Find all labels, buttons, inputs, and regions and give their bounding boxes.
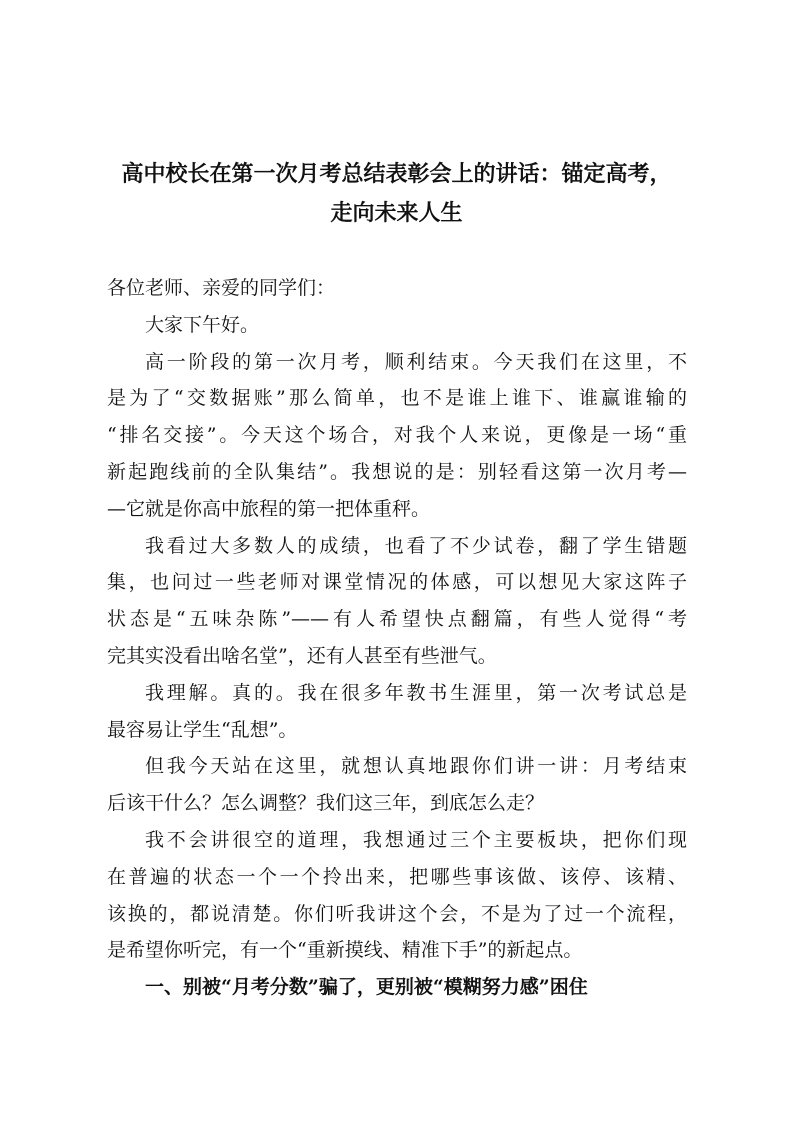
text-line: 但我今天站在这里，就想认真地跟你们讲一讲：月考结束	[145, 755, 687, 778]
paragraph	[107, 528, 687, 675]
text-line: 状态是“五味杂陈”——有人希望快点翻篇，有些人觉得“考	[107, 608, 687, 631]
paragraph	[107, 822, 687, 969]
text-line: 是为了“交数据账”那么简单，也不是谁上谁下、谁赢谁输的	[107, 387, 687, 410]
text-line: 后该干什么？怎么调整？我们这三年，到底怎么走？	[107, 792, 545, 815]
text-line: 在普遍的状态一个一个拎出来，把哪些事该做、该停、该精、	[107, 865, 687, 888]
title-line-2: 走向未来人生	[330, 201, 463, 226]
paragraph	[107, 675, 687, 749]
paragraph	[107, 307, 687, 344]
text-line: 我不会讲很空的道理，我想通过三个主要板块，把你们现	[145, 828, 687, 851]
text-line: 高一阶段的第一次月考，顺利结束。今天我们在这里，不	[145, 350, 687, 373]
text-line: —它就是你高中旅程的第一把体重秤。	[107, 497, 431, 520]
paragraph	[107, 270, 687, 307]
text-line: “排名交接”。今天这个场合，对我个人来说，更像是一场“重	[107, 424, 687, 447]
title-line-1: 高中校长在第一次月考总结表彰会上的讲话：锚定高考，	[121, 162, 672, 187]
section-heading	[107, 969, 687, 1006]
text-line: 集，也问过一些老师对课堂情况的体感，可以想见大家这阵子	[107, 571, 687, 594]
document-title	[100, 155, 693, 233]
paragraph	[107, 344, 687, 528]
text-line: 我理解。真的。我在很多年教书生涯里，第一次考试总是	[145, 681, 687, 704]
document-body	[107, 270, 687, 1006]
text-line: 最容易让学生“乱想”。	[107, 718, 298, 741]
text-line: 是希望你听完，有一个“重新摸线、精准下手”的新起点。	[107, 939, 583, 962]
paragraph	[107, 748, 687, 822]
text-line: 我看过大多数人的成绩，也看了不少试卷，翻了学生错题	[145, 534, 687, 557]
text-line: 各位老师、亲爱的同学们：	[107, 277, 336, 299]
text-line: 新起跑线前的全队集结”。我想说的是：别轻看这第一次月考—	[107, 460, 687, 483]
text-line: 该换的，都说清楚。你们听我讲这个会，不是为了过一个流程，	[107, 902, 687, 925]
text-line: 一、别被“月考分数”骗了，更别被“模糊努力感”困住	[145, 976, 588, 999]
text-line: 完其实没看出啥名堂”，还有人甚至有些泄气。	[107, 644, 497, 667]
text-line: 大家下午好。	[145, 313, 260, 336]
